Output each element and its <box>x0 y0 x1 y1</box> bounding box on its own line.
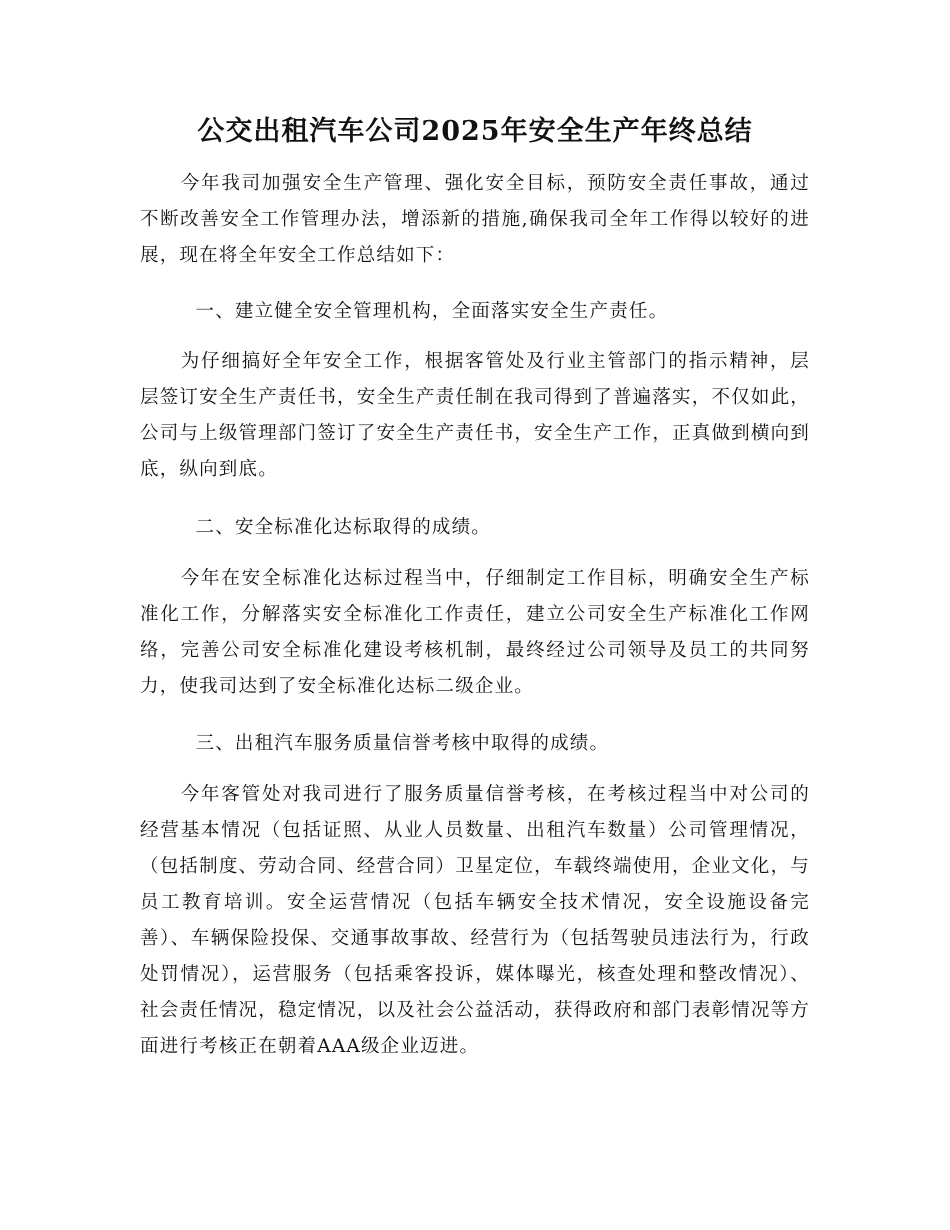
section-2-body: 今年在安全标准化达标过程当中，仔细制定工作目标，明确安全生产标准化工作，分解落实安全标准化工作责任，建立公司安全生产标准化工作网络，完善公司安全标准化建设考核机制，最终经过公司领导及员工的共同努力，使我司达到了安全标准化达标二级企业。 <box>140 568 810 697</box>
document-title: 公交出租汽车公司2025年安全生产年终总结 <box>197 116 753 147</box>
section-1-body: 为仔细搞好全年安全工作，根据客管处及行业主管部门的指示精神，层层签订安全生产责任书，安全生产责任制在我司得到了普遍落实，不仅如此，公司与上级管理部门签订了安全生产责任书，安全生产工作，正真做到横向到底，纵向到底。 <box>140 351 810 480</box>
section-1-heading: 一、建立健全安全管理机构，全面落实安全生产责任。 <box>195 301 669 322</box>
section-3-heading: 三、出租汽车服务质量信誉考核中取得的成绩。 <box>195 733 610 754</box>
intro-paragraph: 今年我司加强安全生产管理、强化安全目标，预防安全责任事故，通过不断改善安全工作管理办法，增添新的措施,确保我司全年工作得以较好的进展，现在将全年安全工作总结如下： <box>140 173 810 266</box>
section-3-body: 今年客管处对我司进行了服务质量信誉考核，在考核过程当中对公司的经营基本情况（包括证照、从业人员数量、出租汽车数量）公司管理情况，（包括制度、劳动合同、经营合同）卫星定位，车载终端使用，企业文化，与员工教育培训。安全运营情况（包括车辆安全技术情况，安全设施设备完善）、车辆保险投保、交通事故事故、经营行为（包括驾驶员违法行为，行政处罚情况），运营服务（包括乘客投诉，媒体曝光，核查处理和整改情况）、社会责任情况，稳定情况，以及社会公益活动，获得政府和部门表彰情况等方面进行考核正在朝着AAA级企业迈进。 <box>140 784 810 1057</box>
section-2-heading: 二、安全标准化达标取得的成绩。 <box>195 517 492 538</box>
